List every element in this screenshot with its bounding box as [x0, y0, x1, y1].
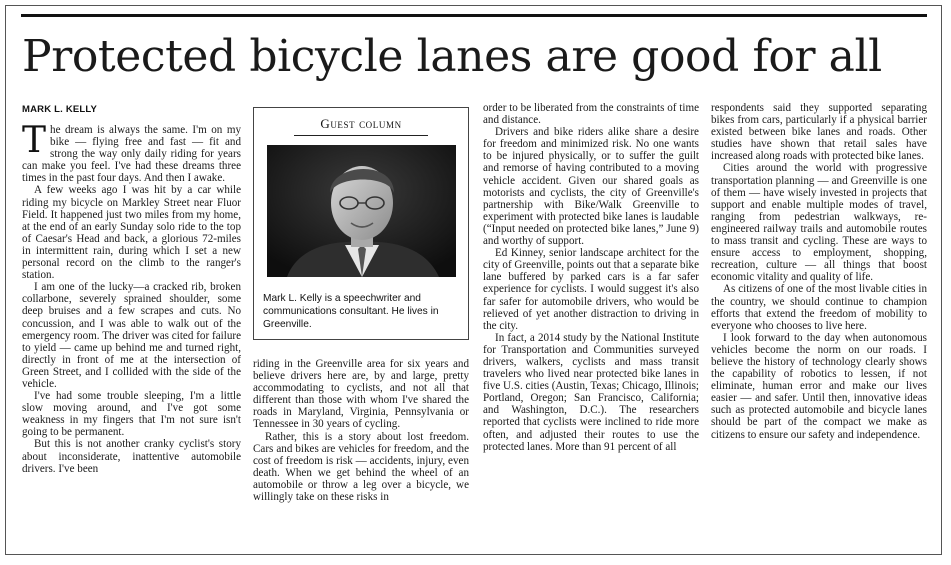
drop-cap: T — [22, 120, 47, 161]
paragraph: respondents said they supported separating bikes from cars, particularly if a physical barrier existed between bike lanes and roads. Other studies have shown that retail sales have increased along roads with protected bike lanes. — [711, 102, 927, 163]
paragraph: Rather, this is a story about lost freedom. Cars and bikes are vehicles for freedom, and the cost of freedom is risk — accidents, injury, even death. When we get behind the wheel of an automobile or throw a leg over a bicycle, we willingly take on these risks in — [253, 430, 469, 504]
paragraph: Ed Kinney, senior landscape architect for the city of Greenville, points out that a separate bike lane buffered by parked cars is a far safer experience for cyclists. I would suggest it's also far safer for automobile drivers, who would be relieved of yet another distraction to driving in the city. — [483, 247, 699, 332]
paragraph: Cities around the world with progressive transportation planning — and Greenville is one of them — have wisely invested in projects that support and enable multiple modes of travel, ranging from pedestrian walkways, re-engineered railway trails and automobile routes to mass transit and cycling. These are ways to ensure access to employment, shopping, recreation, culture — all things that boost economic vitality and quality of life. — [711, 162, 927, 284]
article-column-4 — [711, 102, 927, 441]
paragraph: As citizens of one of the most livable cities in the country, we should continue to champion efforts that extend the freedom of mobility to everyone who chooses to live here. — [711, 283, 927, 332]
paragraph: riding in the Greenville area for six years and believe drivers here are, by and large, pretty accommodating to cyclists, and not all that different than those with whom I've shared the roads in Maryland, Virginia, Pennsylvania or Tennessee in 30 years of cycling. — [253, 358, 469, 431]
paragraph: The dream is always the same. I'm on my bike — flying free and fast — fit and strong the way only daily riding for years can make you feel. I've had these dreams three times in the past four days. And then I awake. — [22, 120, 241, 185]
paragraph: But this is not another cranky cyclist's story about inconsiderate, inattentive automobile drivers. I've been — [22, 438, 241, 475]
paragraph: I am one of the lucky—a cracked rib, broken collarbone, severely sprained shoulder, some deep bruises and a few scrapes and cuts. No concussion, and I was able to walk out of the emergency room. The driver was cited for failure to yield — came up behind me and turned right, directly in front of me at the intersection of Green Street, and I collided with the side of the vehicle. — [22, 281, 241, 390]
headline: Protected bicycle lanes are good for all — [22, 31, 882, 82]
article-column-3 — [483, 102, 699, 453]
top-rule — [21, 14, 927, 17]
byline: MARK L. KELLY — [22, 104, 98, 115]
guest-column-rule — [294, 135, 428, 136]
paragraph: I look forward to the day when autonomous vehicles become the norm on our roads. I believe the history of technology clearly shows the capability of robotics to lessen, if not eliminate, human error and make our lives easier — and safer. Until then, innovative ideas such as protected automobile and bicycle lanes should be part of the compact we make as citizens to ensure our safety and independence. — [711, 331, 927, 441]
guest-column-title: Guest column — [320, 116, 402, 131]
guest-column-box — [253, 107, 469, 340]
paragraph: In fact, a 2014 study by the National Institute for Transportation and Communities surveyed drivers, walkers, cyclists and mass transit travelers who lived near protected bike lanes in five U.S. cities (Austin, Texas; Chicago, Illinois; Portland, Oregon; San Francisco, California; and Washington, D.C.). The researchers reported that cyclists were inclined to ride more often, and adjusted their routes to use the protected lanes. More than 91 percent of all — [483, 331, 699, 453]
author-caption: Mark L. Kelly is a speechwriter and communications consultant. He lives in Greenville. — [263, 293, 439, 330]
portrait-photo-icon — [267, 145, 456, 277]
paragraph: A few weeks ago I was hit by a car while riding my bicycle on Markley Street near Fluor Field. It happened just two miles from my home, at the end of an early Sunday solo ride to the top of Caesar's Head and back, a glorious 72-miles in intermittent rain, during which I set a new personal record on the climb to the ranger's station. — [22, 184, 241, 282]
author-portrait-photo — [267, 145, 456, 277]
paragraph: I've had some trouble sleeping, I'm a little slow moving around, and I've got some weakness in my fingers that I'm not sure isn't going to be permanent. — [22, 390, 241, 439]
article-column-1 — [22, 120, 241, 475]
paragraph: order to be liberated from the constraints of time and distance. — [483, 102, 699, 127]
paragraph: Drivers and bike riders alike share a desire for freedom and minimized risk. No one wants to be injured physically, or to suffer the guilt and remorse of having contributed to a moving vehicle accident. Given our shared goals as motorists and cyclists, the city of Greenville's partnership with Bike/Walk Greenville to experiment with protected bike lanes is laudable (“Input needed on protected bike lanes,” June 9) and worthy of support. — [483, 126, 699, 248]
article-column-2 — [253, 358, 469, 503]
